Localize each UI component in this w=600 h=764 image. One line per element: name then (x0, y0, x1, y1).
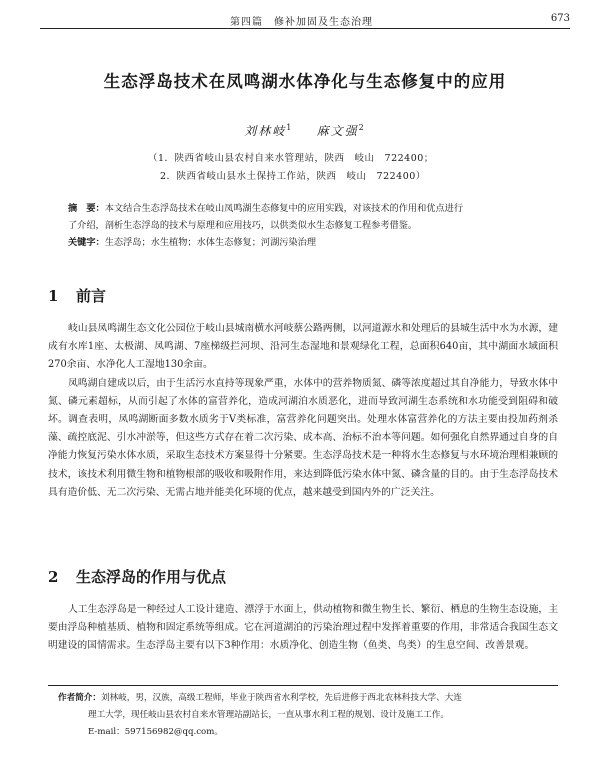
bio-label: 作者简介： (58, 693, 101, 703)
abstract (68, 200, 558, 251)
section-2-paragraph-1: 人工生态浮岛是一种经过人工设计建造、漂浮于水面上，供动植物和微生物生长、繁衍、栖息的生物生态设施，主要由浮岛种植基质、植物和固定系统等组成。它在河道湖泊的污染治理过程中发挥着重要的作用，非常适合我国生态文明建设的国情需求。生态浮岛主要有以下3种作用：水质净化、创造生物（鱼类、鸟类）的生息空间、改善景观。 (48, 604, 558, 652)
bio-line-1: 作者简介：刘林岐，男，汉族，高级工程师，毕业于陕西省水利学校，先后进修于西北农林科技大学、大连 (58, 693, 462, 703)
section-2-heading (48, 566, 226, 587)
keywords: 生态浮岛；水生植物；水体生态修复；河湖污染治理 (104, 237, 317, 248)
author-2-marker: 2 (358, 123, 366, 132)
author-2: 麻文强 (316, 124, 359, 138)
author-bio (58, 690, 558, 741)
abstract-line-1: 摘 要：本文结合生态浮岛技术在岐山凤鸣湖生态修复中的应用实践，对该技术的作用和优点进行 (68, 203, 464, 214)
author-1-marker: 1 (286, 123, 294, 132)
affiliation-2: 2．陕西省岐山县水土保持工作站，陕西 岐山 722400） (160, 171, 426, 182)
section-1-title: 前言 (76, 287, 107, 305)
chapter-title: 第四篇 修补加固及生态治理 (230, 17, 373, 28)
bio-email: E-mail：597156982@qq.com。 (88, 727, 223, 737)
footnote-rule (48, 685, 558, 686)
keywords-label: 关键字： (68, 237, 105, 248)
author-line (40, 122, 570, 139)
section-1-number: 1 (48, 287, 59, 305)
section-1-paragraph-1: 岐山县凤鸣湖生态文化公园位于岐山县城南横水河岐蔡公路两侧，以河道源水和处理后的县城生活中水为水源，建成有水库1座、太极湖、凤鸣湖、7座梯级拦河坝、沿河生态湿地和景观绿化工程，总面积640亩，其中湖面水域面积270余亩、水净化人工湿地130余亩。 (48, 323, 558, 371)
abstract-label: 摘 要： (68, 203, 105, 214)
paper-title: 生态浮岛技术在凤鸣湖水体净化与生态修复中的应用 (103, 72, 507, 91)
section-2-body (48, 601, 558, 656)
section-1-paragraph-2: 凤鸣湖自建成以后，由于生活污水直持等现象严重，水体中的营养物质氮、磷等浓度超过其自净能力，导致水体中氮、磷元素超标，从而引起了水体的富营养化，造成河湖泊水质恶化，进而导致河湖生态系统和水功能受到阻碍和破坏。调查表明，凤鸣湖断面多数水质劣于Ⅴ类标准，富营养化问题突出。处理水体富营养化的方法主要由投加药剂杀藻、疏控底泥、引水冲淤等，但这些方式存在着二次污染、成本高、治标不治本等问题。如何强化自然界通过自身的自净能力恢复污染水体水质，采取生态技术方案显得十分紧要。生态浮岛技术是一种将水生态修复与水环境治理相兼顾的技术，该技术利用微生物和植物根部的吸收和吸附作用，来达到降低污染水体中氮、磷含量的目的。由于生态浮岛技术具有造价低、无二次污染、无需占地并能美化环境的优点，越来越受到国内外的广泛关注。 (48, 377, 558, 498)
abstract-line-2: 了介绍，剖析生态浮岛的技术与原理和应用技巧，以供类似水生态修复工程参考借鉴。 (68, 220, 418, 231)
author-1: 刘林岐 (244, 124, 287, 138)
affiliation-1: （1．陕西省岐山县农村自来水管理站，陕西 岐山 722400； (148, 153, 434, 164)
section-2-number: 2 (48, 568, 59, 586)
section-1-body (48, 320, 558, 502)
section-2-title: 生态浮岛的作用与优点 (76, 568, 227, 586)
bio-line-2: 理工大学，现任岐山县农村自来水管理站副站长，一直从事水利工程的规划、设计及施工工作。 (88, 710, 449, 720)
running-header (40, 10, 570, 29)
keywords-line (68, 234, 558, 251)
page-number: 673 (550, 13, 570, 24)
section-1-heading (48, 285, 106, 306)
